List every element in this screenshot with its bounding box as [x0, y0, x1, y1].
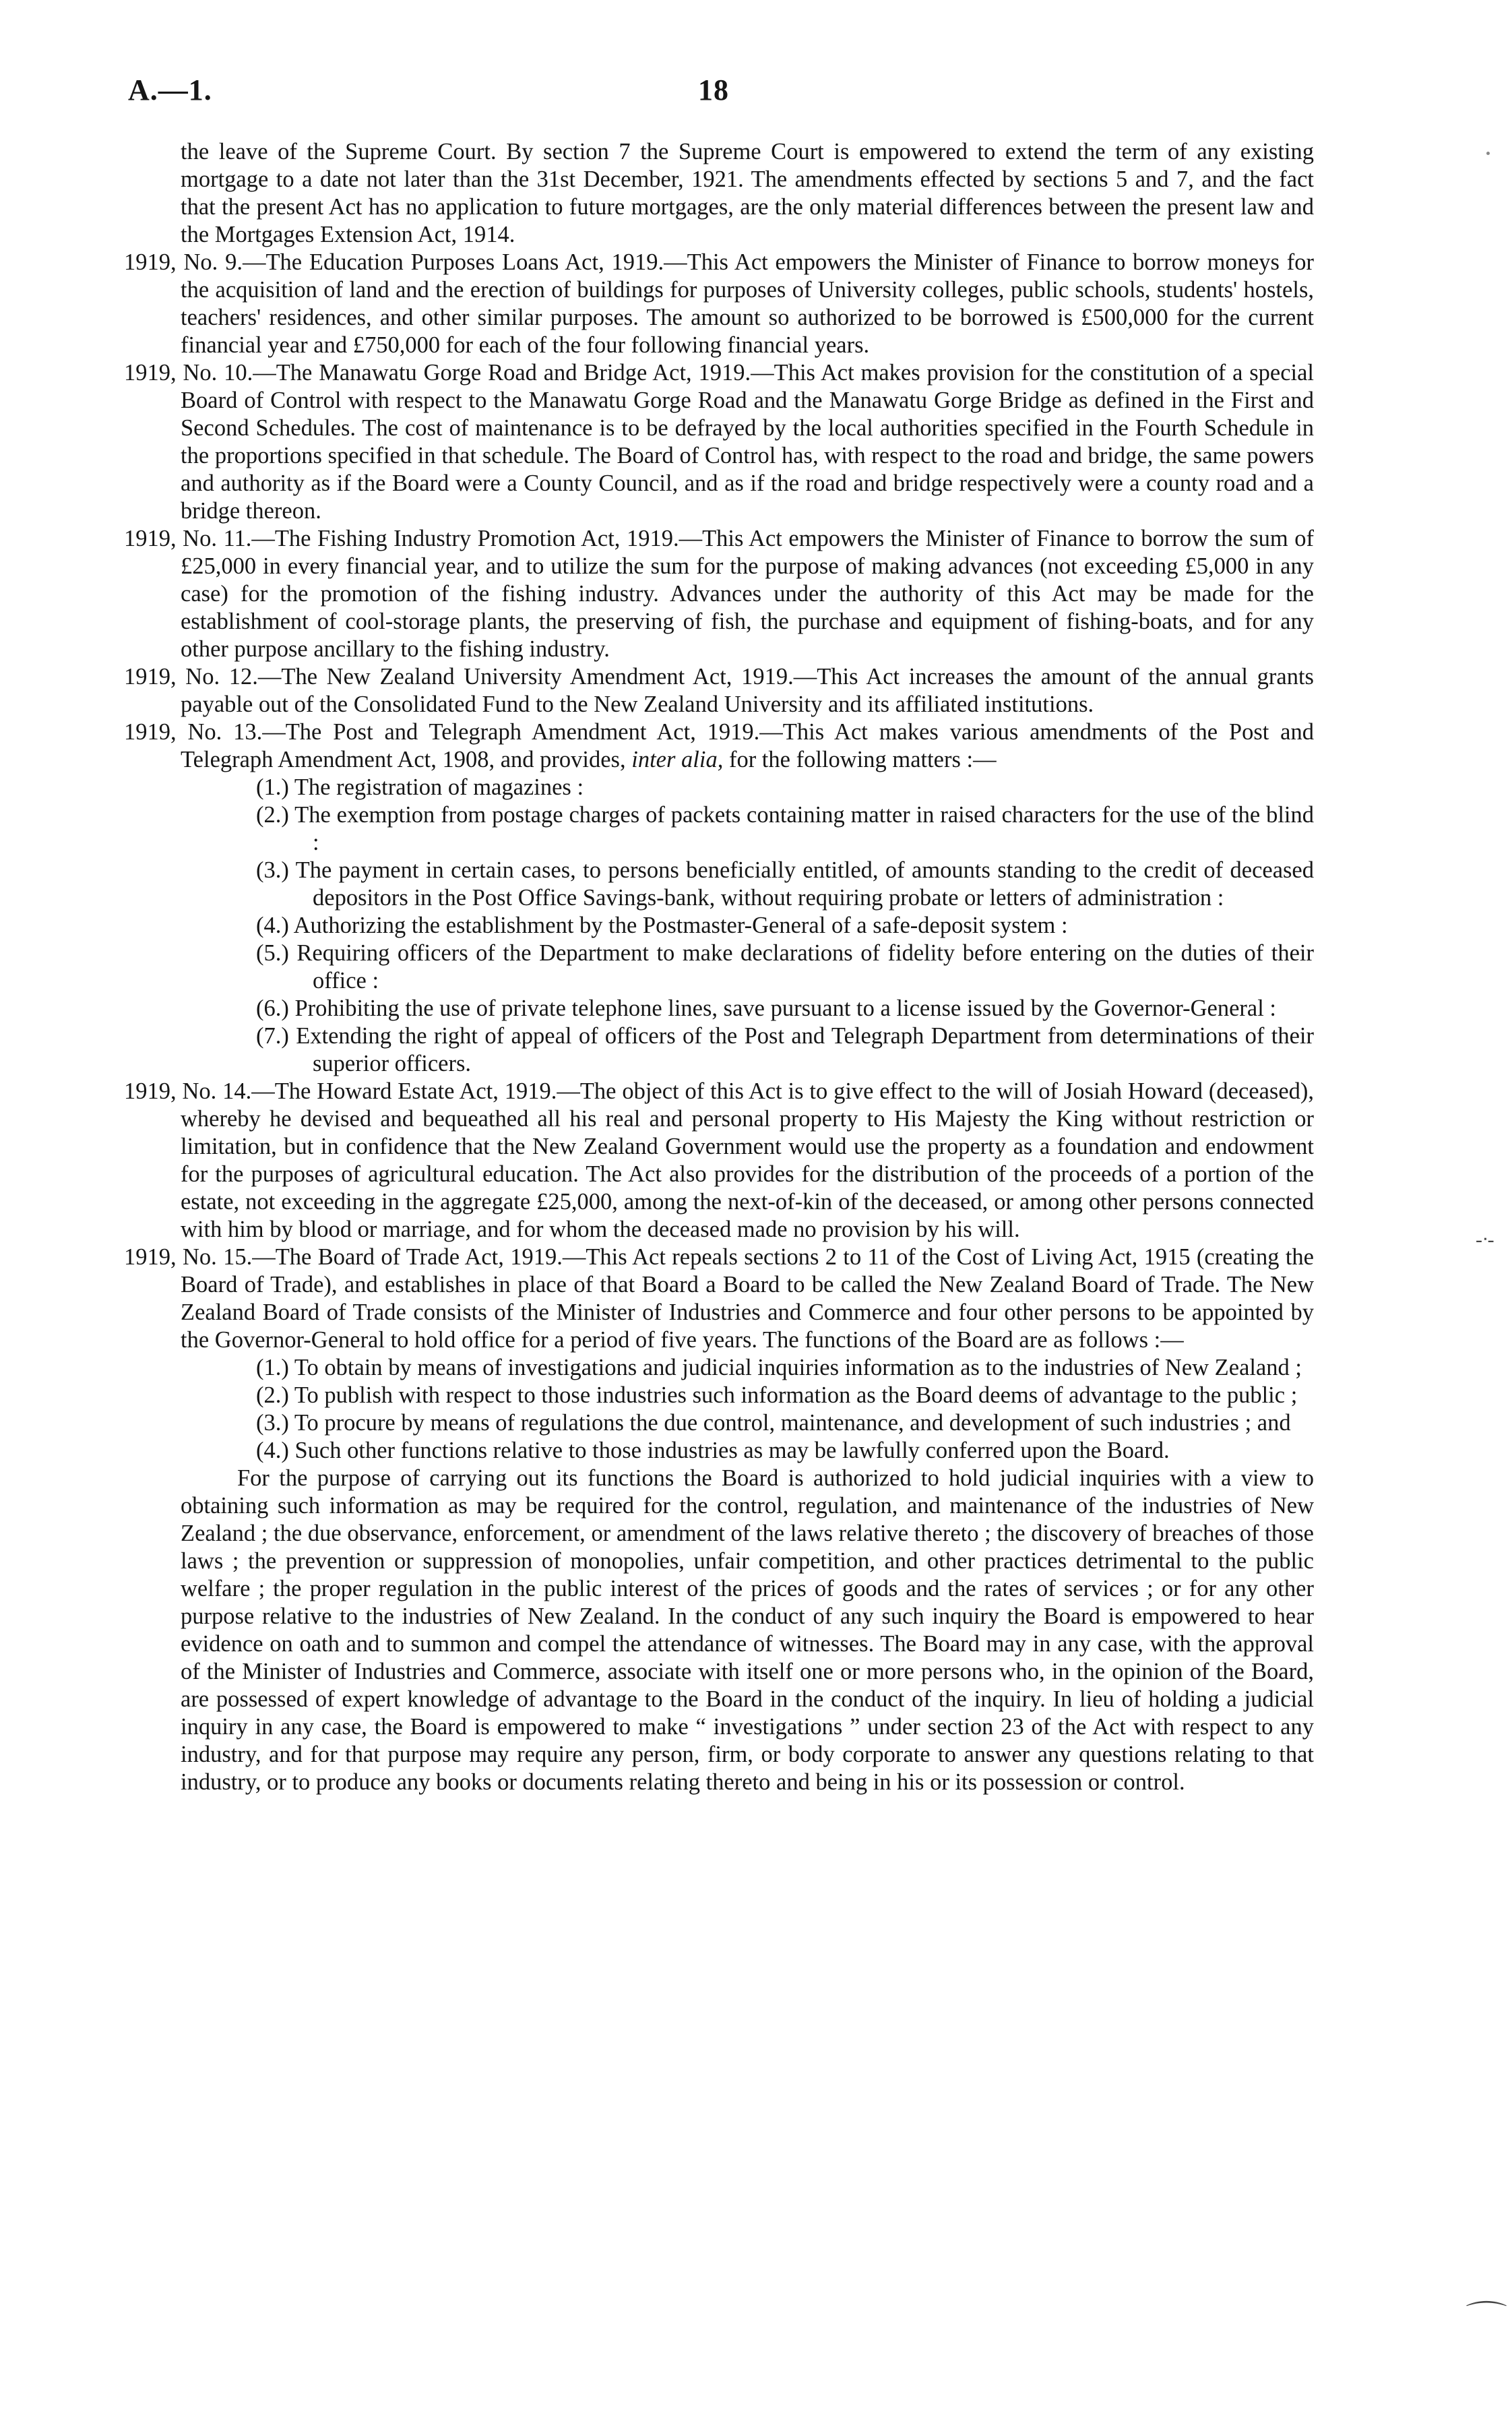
list-item: (5.) Requiring officers of the Department to make declarations of fidelity before entering on the duties of their office :	[256, 940, 1314, 993]
act-entry-no13-text: 1919, No. 13.—The Post and Telegraph Amendment Act, 1919.—This Act makes various amendments of the Post and Telegraph Amendment Act, 1908, and provides,	[124, 719, 1314, 772]
margin-mark: -ᐧ-	[1476, 1229, 1494, 1251]
margin-dot	[1486, 152, 1490, 155]
list-item: (2.) The exemption from postage charges of packets containing matter in raised characters for the use of the blind :	[256, 802, 1314, 855]
list-item: (1.) To obtain by means of investigations and judicial inquiries information as to the industries of New Zealand ;	[256, 1355, 1302, 1380]
act-entry-no15: 1919, No. 15.—The Board of Trade Act, 1919.—This Act repeals sections 2 to 11 of the Cost of Living Act, 1915 (creating the Board of Trade), and establishes in place of that Board a Board to be called the New Zealand Board of Trade. The New Zealand Board of Trade consists of the Minister of Industries and Commerce and four other persons to be appointed by the Governor-General to hold office for a period of five years. The functions of the Board are as follows :—	[124, 1244, 1314, 1353]
act-entry-no13-tail: for the following matters :—	[728, 747, 997, 772]
margin-mark: ⌒	[1466, 2300, 1507, 2333]
act-entry-no10: 1919, No. 10.—The Manawatu Gorge Road and Bridge Act, 1919.—This Act makes provision for the constitution of a special Board of Control with respect to the Manawatu Gorge Road and the Manawatu Gorge Bridge as defined in the First and Second Schedules. The cost of maintenance is to be defrayed by the local authorities specified in the Fourth Schedule in the proportions specified in that schedule. The Board of Control has, with respect to the road and bridge, the same powers and authority as if the Board were a County Council, and as if the road and bridge respectively were a county road and a bridge thereon.	[124, 360, 1314, 524]
list-item: (4.) Authorizing the establishment by the Postmaster-General of a safe-deposit system :	[256, 913, 1068, 938]
act-entry-no9: 1919, No. 9.—The Education Purposes Loans Act, 1919.—This Act empowers the Minister of Finance to borrow moneys for the acquisition of land and the erection of buildings for purposes of University colleges, public schools, students' hostels, teachers' residences, and other similar purposes. The amount so authorized to be borrowed is £500,000 for the current financial year and £750,000 for each of the four following financial years.	[124, 249, 1314, 358]
page-body	[124, 138, 1314, 1796]
list-item: (4.) Such other functions relative to those industries as may be lawfully conferred upon the Board.	[256, 1438, 1170, 1463]
list-item: (3.) To procure by means of regulations the due control, maintenance, and development of such industries ; and	[256, 1410, 1291, 1436]
act-entry-no13	[124, 718, 1314, 774]
list-item: (1.) The registration of magazines :	[256, 774, 584, 800]
act-entry-no14: 1919, No. 14.—The Howard Estate Act, 1919.—The object of this Act is to give effect to the will of Josiah Howard (deceased), whereby he devised and bequeathed all his real and personal property to His Majesty the King without restriction or limitation, but in confidence that the New Zealand Government would use the property as a foundation and endowment for the purposes of agricultural education. The Act also provides for the distribution of the proceeds of a portion of the estate, not exceeding in the aggregate £25,000, among the next-of-kin of the deceased, or among other persons connected with him by blood or marriage, and for whom the deceased made no provision by his will.	[124, 1078, 1314, 1242]
continuation-paragraph: the leave of the Supreme Court. By section 7 the Supreme Court is empowered to extend the term of any existing mortgage to a date not later than the 31st December, 1921. The amendments effected by sections 5 and 7, and the fact that the present Act has no application to future mortgages, are the only material differences between the present law and the Mortgages Extension Act, 1914.	[181, 139, 1314, 247]
document-reference: A.—1.	[128, 73, 212, 106]
board-of-trade-paragraph: For the purpose of carrying out its functions the Board is authorized to hold judicial inquiries with a view to obtaining such information as may be required for the control, regulation, and maintenance of the industries of New Zealand ; the due observance, enforcement, or amendment of the laws relative thereto ; the discovery of breaches of those laws ; the prevention or suppression of monopolies, unfair competition, and other practices detrimental to the public welfare ; the proper regulation in the public interest of the prices of goods and the rates of services ; or for any other purpose relative to the industries of New Zealand. In the conduct of any such inquiry the Board is empowered to hear evidence on oath and to summon and compel the attendance of witnesses. The Board may in any case, with the approval of the Minister of Industries and Commerce, associate with itself one or more persons who, in the opinion of the Board, are possessed of expert knowledge of advantage to the Board in the conduct of the inquiry. In lieu of holding a judicial inquiry in any case, the Board is empowered to make “ investigations ” under section 23 of the Act with respect to any industry, and for that purpose may require any person, firm, or body corporate to answer any questions relating to that industry, or to produce any books or documents relating thereto and being in his or its possession or control.	[181, 1465, 1314, 1795]
page-number: 18	[698, 73, 729, 106]
act-entry-no11: 1919, No. 11.—The Fishing Industry Promotion Act, 1919.—This Act empowers the Minister of Finance to borrow the sum of £25,000 in every financial year, and to utilize the sum for the purpose of making advances (not exceeding £5,000 in any case) for the promotion of the fishing industry. Advances under the authority of this Act may be made for the establishment of cool-storage plants, the preserving of fish, the purchase and equipment of fishing-boats, and for any other purpose ancillary to the fishing industry.	[124, 526, 1314, 662]
list-item: (2.) To publish with respect to those industries such information as the Board deems of advantage to the public ;	[256, 1382, 1298, 1408]
list-item: (3.) The payment in certain cases, to persons beneficially entitled, of amounts standing to the credit of deceased depositors in the Post Office Savings-bank, without requiring probate or letters of administration :	[256, 857, 1314, 911]
list-item: (6.) Prohibiting the use of private telephone lines, save pursuant to a license issued by the Governor-General :	[256, 996, 1277, 1021]
list-item: (7.) Extending the right of appeal of officers of the Post and Telegraph Department from determinations of their superior officers.	[256, 1023, 1314, 1076]
act-entry-no12: 1919, No. 12.—The New Zealand University Amendment Act, 1919.—This Act increases the amount of the annual grants payable out of the Consolidated Fund to the New Zealand University and its affiliated institutions.	[124, 664, 1314, 717]
act-entry-no13-italic: inter alia,	[631, 747, 724, 772]
